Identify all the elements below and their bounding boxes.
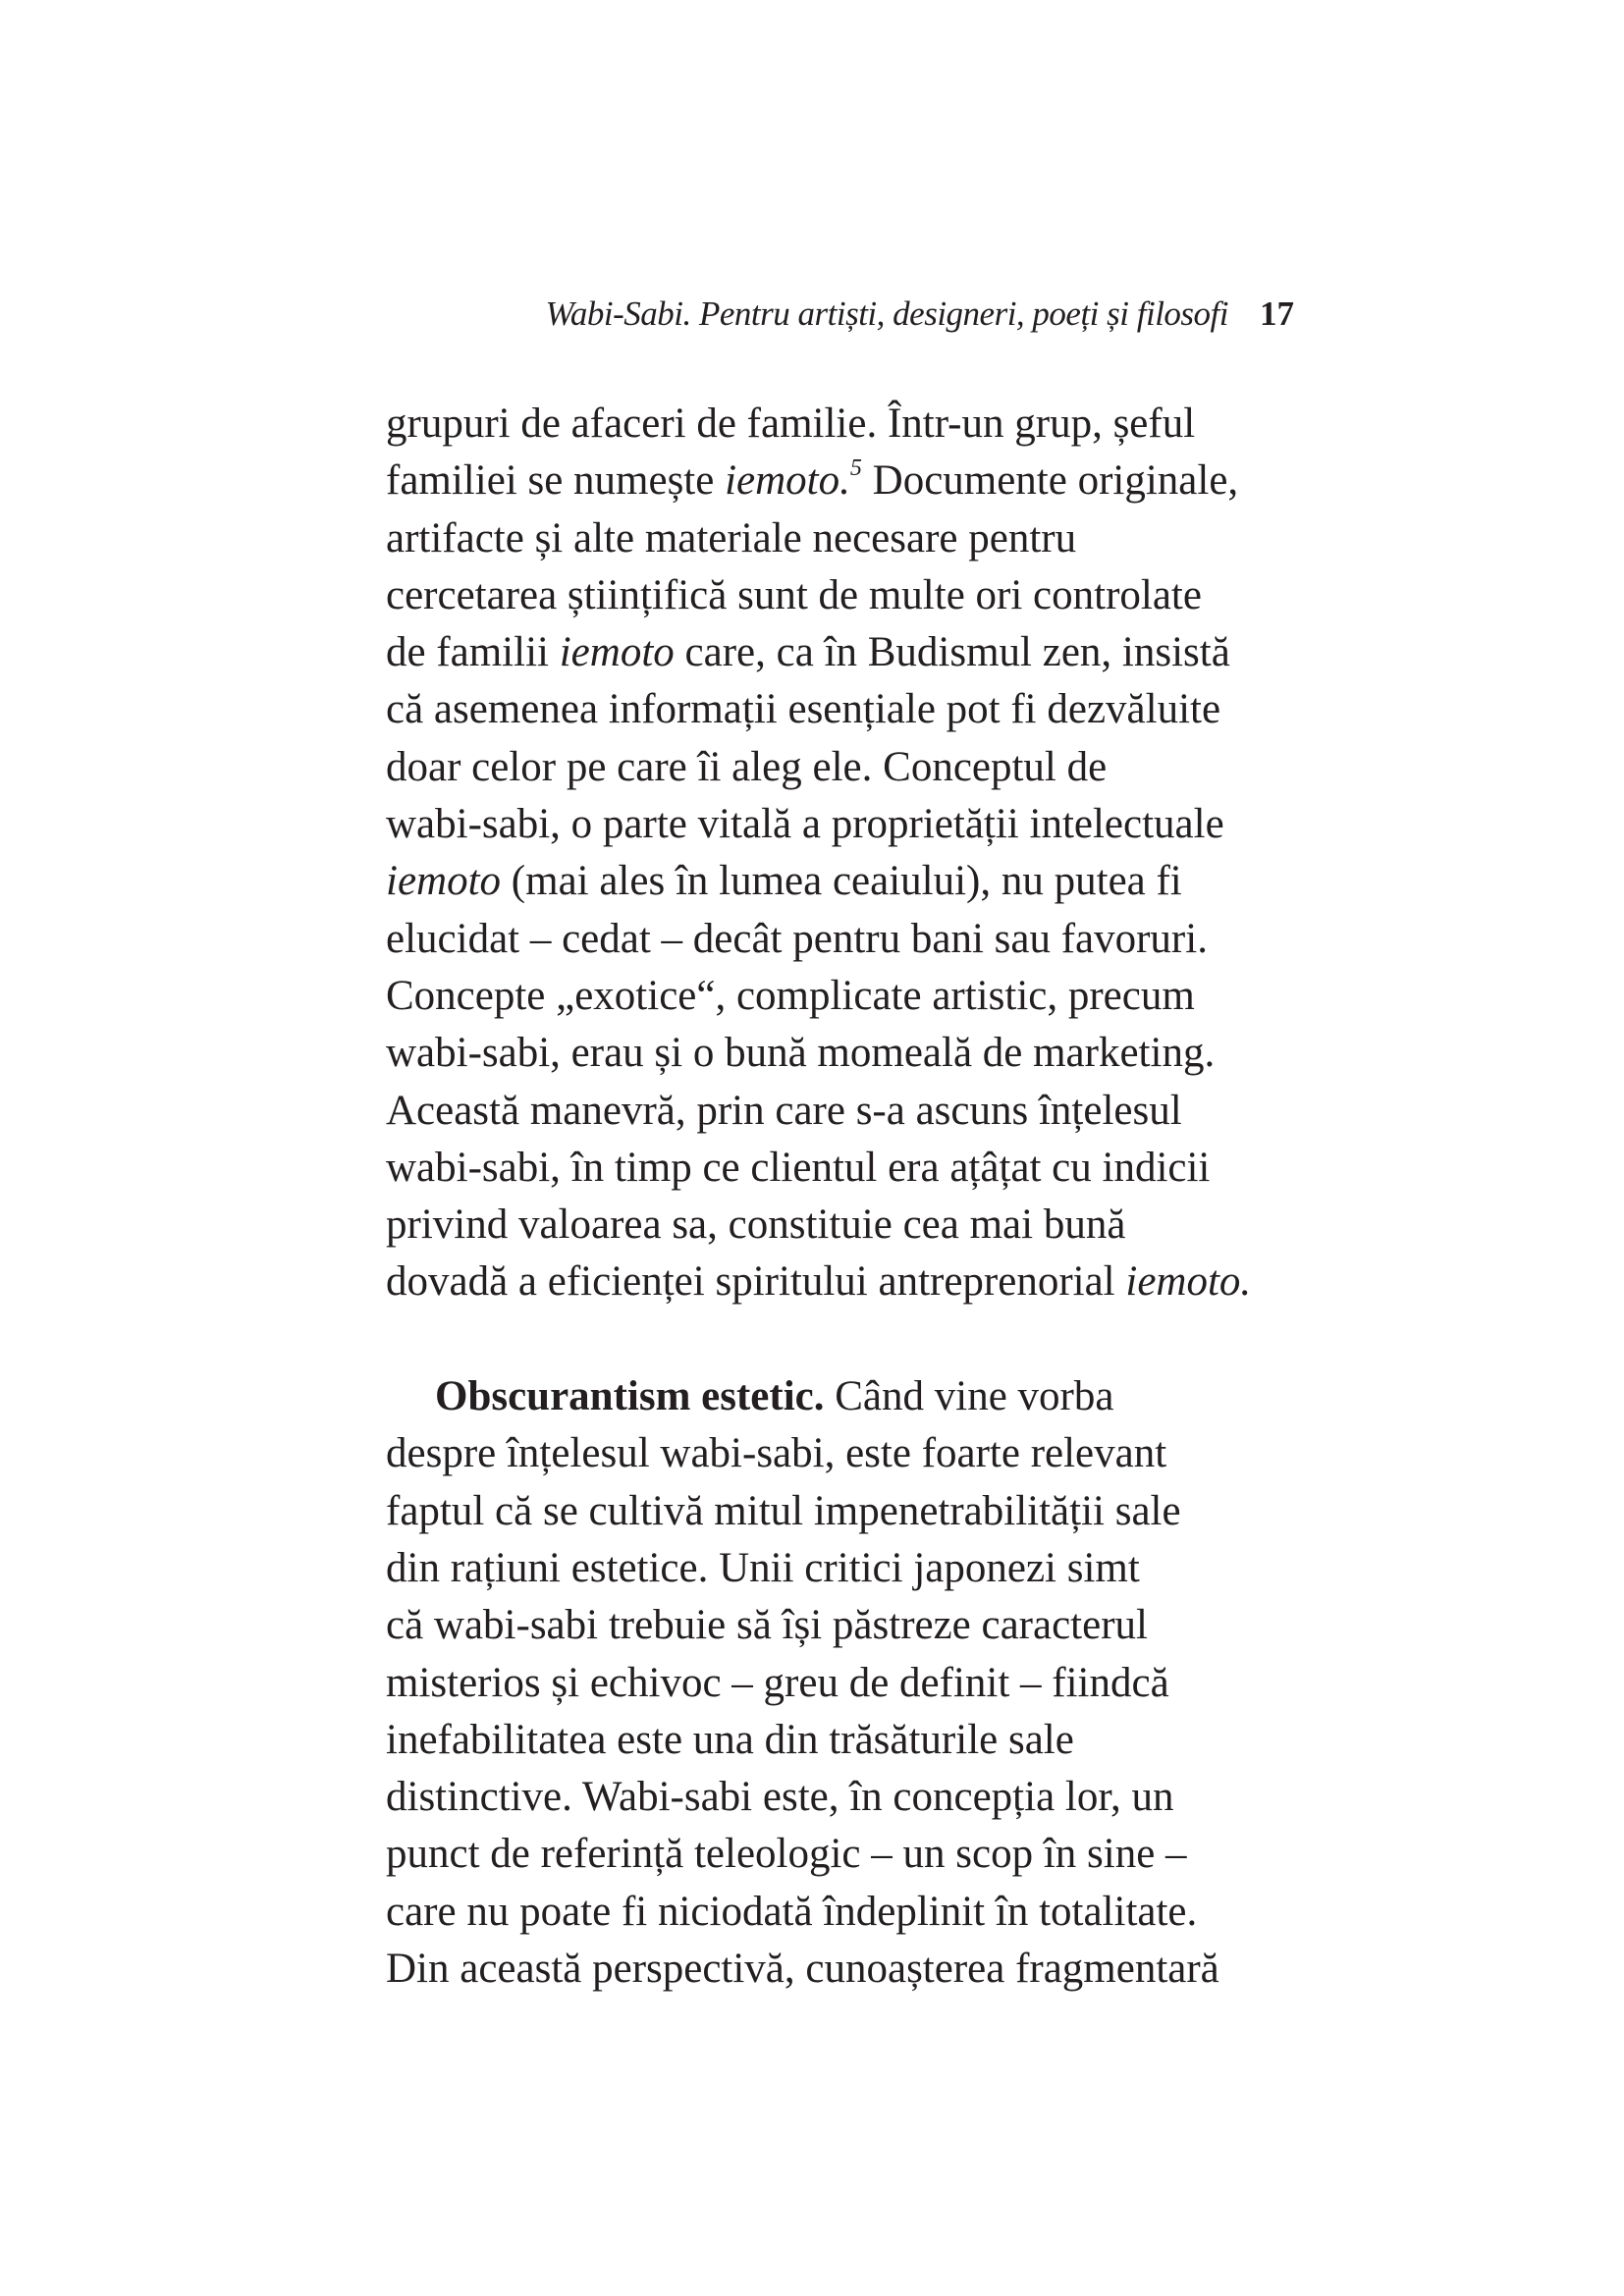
paragraph-2 <box>386 1368 1328 1998</box>
text-line: Concepte „exotice“, complicate artistic, precum <box>386 972 1195 1019</box>
text-line: wabi-sabi, erau și o bună momeală de marketing. <box>386 1030 1216 1077</box>
text-segment: dovadă a eficienței spiritului antreprenorial <box>386 1258 1126 1306</box>
running-header <box>0 294 1624 344</box>
text-line <box>386 853 1328 910</box>
italic-term: iemoto. <box>1125 1258 1252 1306</box>
text-segment: Documente originale, <box>861 457 1239 505</box>
page-number: 17 <box>1260 294 1294 333</box>
text-line <box>386 624 1328 681</box>
text-line: că wabi-sabi trebuie să își păstreze caracterul <box>386 1602 1148 1649</box>
text-line: grupuri de afaceri de familie. Într-un grup, șeful <box>386 400 1196 447</box>
text-line: despre înțelesul wabi-sabi, este foarte relevant <box>386 1430 1167 1477</box>
text-line: Din această perspectivă, cunoașterea fragmentară <box>386 1946 1219 1993</box>
text-line: Această manevră, prin care s-a ascuns înțelesul <box>386 1087 1182 1134</box>
text-line: misterios și echivoc – greu de definit – fiindcă <box>386 1659 1169 1706</box>
text-line: faptul că se cultivă mitul impenetrabilității sale <box>386 1487 1181 1534</box>
text-segment: care, ca în Budismul zen, insistă <box>674 629 1230 676</box>
footnote-reference[interactable]: 5 <box>849 455 862 482</box>
section-heading: Obscurantism estetic. <box>435 1373 825 1420</box>
italic-term: iemoto. <box>725 457 850 505</box>
text-line: wabi-sabi, în timp ce clientul era ațâțat cu indicii <box>386 1144 1211 1191</box>
text-line: distinctive. Wabi-sabi este, în concepția lor, un <box>386 1774 1174 1821</box>
text-line: cercetarea științifică sunt de multe ori controlate <box>386 571 1202 618</box>
text-line <box>386 1368 1328 1425</box>
text-segment: familiei se numește <box>386 457 726 505</box>
italic-term: iemoto <box>386 858 502 905</box>
text-segment: Când vine vorba <box>824 1373 1114 1420</box>
text-line: inefabilitatea este una din trăsăturile sale <box>386 1716 1074 1763</box>
text-line: din rațiuni estetice. Unii critici japonezi simt <box>386 1544 1140 1591</box>
text-line: wabi-sabi, o parte vitală a proprietății intelectuale <box>386 801 1224 848</box>
text-line: că asemenea informații esențiale pot fi dezvăluite <box>386 686 1221 733</box>
text-segment: (mai ales în lumea ceaiului), nu putea fi <box>501 858 1182 905</box>
text-line: care nu poate fi niciodată îndeplinit în totalitate. <box>386 1888 1198 1935</box>
text-line: punct de referință teleologic – un scop în sine – <box>386 1831 1187 1878</box>
italic-term: iemoto <box>559 629 675 676</box>
paragraph-1 <box>386 396 1328 1311</box>
running-title: Wabi-Sabi. Pentru artiști, designeri, poeți și filosofi <box>545 294 1228 333</box>
text-line: artifacte și alte materiale necesare pentru <box>386 514 1077 561</box>
text-line: doar celor pe care îi aleg ele. Conceptul de <box>386 743 1108 790</box>
text-line: elucidat – cedat – decât pentru bani sau favoruri. <box>386 915 1208 962</box>
body-text <box>386 396 1328 1998</box>
text-line <box>386 1254 1328 1310</box>
text-segment: de familii <box>386 629 560 676</box>
text-line <box>386 453 1328 509</box>
paragraph-spacer <box>386 1311 1328 1368</box>
text-line: privind valoarea sa, constituie cea mai bună <box>386 1201 1126 1249</box>
